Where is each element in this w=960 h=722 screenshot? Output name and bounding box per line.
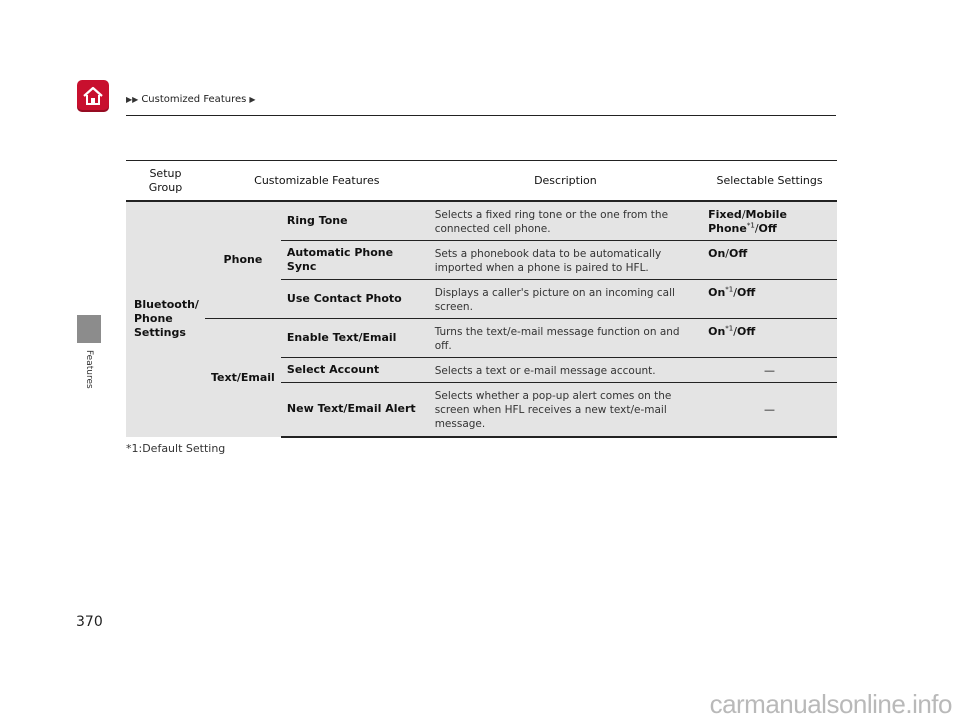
page-number: 370 <box>76 614 103 630</box>
settings-select-account: — <box>702 358 837 383</box>
breadcrumb-arrow-icon: ▶▶ <box>126 95 139 104</box>
setup-group-cell: Bluetooth/ Phone Settings <box>126 201 205 437</box>
home-button[interactable] <box>77 80 109 112</box>
header-selectable-settings: Selectable Settings <box>702 161 837 202</box>
subgroup-phone: Phone <box>205 201 281 319</box>
footnote-ref: *1 <box>746 221 755 230</box>
watermark: carmanualsonline.info <box>709 689 952 719</box>
section-tab-label: Features <box>84 349 94 389</box>
feature-enable-text-email: Enable Text/Email <box>281 319 429 358</box>
description-enable-text-email: Turns the text/e-mail message function on and off. <box>429 319 702 358</box>
setting-option: Fixed <box>708 208 742 221</box>
footnote: *1:Default Setting <box>126 442 226 455</box>
home-icon <box>81 85 105 107</box>
settings-automatic-phone-sync: On/Off <box>702 241 837 280</box>
breadcrumb <box>126 94 255 105</box>
footnote-ref: *1 <box>725 324 734 333</box>
setting-option: On <box>708 247 726 260</box>
setting-option: Off <box>736 286 756 299</box>
feature-select-account: Select Account <box>281 358 429 383</box>
description-use-contact-photo: Displays a caller's picture on an incoming call screen. <box>429 280 702 319</box>
description-new-text-email-alert: Selects whether a pop-up alert comes on the screen when HFL receives a new text/e-mail message. <box>429 383 702 437</box>
settings-new-text-email-alert: — <box>702 383 837 437</box>
header-customizable-features: Customizable Features <box>205 161 429 202</box>
setting-option: On <box>708 286 726 299</box>
subgroup-text-email: Text/Email <box>205 319 281 437</box>
feature-ring-tone: Ring Tone <box>281 201 429 241</box>
setting-option: Off <box>729 247 748 260</box>
settings-ring-tone: Fixed/Mobile Phone$^{*1}$/Off <box>702 201 837 241</box>
customizable-features-table <box>126 160 837 438</box>
setting-option: Mobile Phone <box>708 208 787 235</box>
settings-use-contact-photo: On$^{*1}$/Off <box>702 280 837 319</box>
header-setup-group: Setup Group <box>126 161 205 202</box>
breadcrumb-link[interactable]: Customized Features <box>141 94 247 105</box>
footnote-ref: *1 <box>725 285 734 294</box>
header-description: Description <box>429 161 702 202</box>
feature-new-text-email-alert: New Text/Email Alert <box>281 383 429 437</box>
feature-automatic-phone-sync: Automatic Phone Sync <box>281 241 429 280</box>
settings-enable-text-email: On$^{*1}$/Off <box>702 319 837 358</box>
description-automatic-phone-sync: Sets a phonebook data to be automatically imported when a phone is paired to HFL. <box>429 241 702 280</box>
setting-option: On <box>708 325 726 338</box>
setting-option: Off <box>736 325 756 338</box>
breadcrumb-arrow-icon: ▶ <box>249 95 256 104</box>
section-tab[interactable] <box>77 315 101 343</box>
description-select-account: Selects a text or e-mail message account. <box>429 358 702 383</box>
feature-use-contact-photo: Use Contact Photo <box>281 280 429 319</box>
setting-option: Off <box>758 222 777 235</box>
header-rule <box>126 115 836 116</box>
description-ring-tone: Selects a fixed ring tone or the one from the connected cell phone. <box>429 201 702 241</box>
